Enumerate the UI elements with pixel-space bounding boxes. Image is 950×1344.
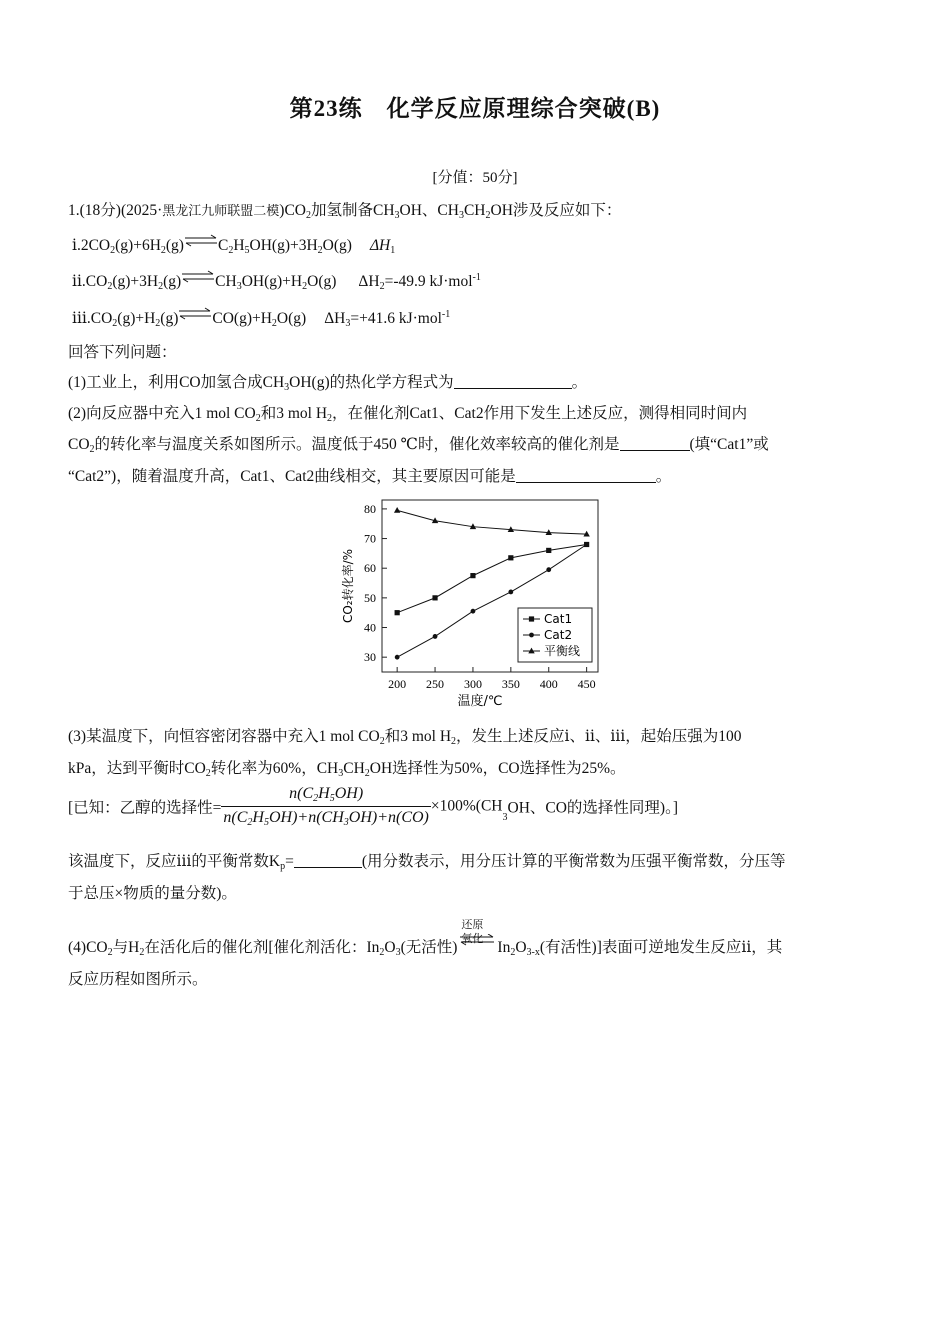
part-text: OH(g)的热化学方程式为 (289, 374, 454, 391)
part-text: 。 (655, 468, 672, 485)
intro-text: OH涉及反应如下： (490, 202, 622, 219)
part-text: ，发生上述反应ⅰ、ⅱ、ⅲ，起始压强为100 (456, 728, 742, 745)
reaction-part: (g) (163, 273, 182, 290)
data-point-2 (508, 590, 513, 595)
legend-label: Cat1 (544, 612, 573, 626)
intro-text: 1.(18分)(2025· (68, 202, 163, 219)
data-point-2 (546, 567, 551, 572)
part-text: 的转化率与温度关系如图所示。温度低于450 ℃时，催化效率较高的催化剂是 (94, 436, 620, 453)
part-4-line-2: 反应历程如图所示。 (68, 971, 208, 988)
reaction-part: H (233, 237, 245, 254)
enthalpy-subscript: 2 (379, 281, 385, 292)
part-text: O (515, 939, 527, 956)
reaction-1: $ⅰ.2CO_2(g)+6H_2(g)$ $C_2H_5OH(g)+3H_2O(g)$ $\Delta H_1$ (72, 234, 395, 256)
part-text: (1)工业上，利用CO加氢合成CH (68, 374, 285, 391)
part-text: 该温度下，反应ⅲ的平衡常数K (68, 853, 281, 870)
reaction-label: ⅲ.CO (72, 310, 113, 327)
reaction-part: O(g) (322, 237, 352, 254)
data-point-2 (395, 655, 400, 660)
reaction-part: (g) (160, 310, 179, 327)
enthalpy-symbol: ΔH (358, 273, 380, 290)
y-tick-label: 30 (364, 650, 376, 665)
score-label: [分值：50分] (432, 170, 518, 186)
legend-label: Cat2 (544, 628, 573, 642)
data-point-1 (508, 555, 513, 560)
intro-text: 加氢制备CH (311, 202, 395, 219)
part-text: (有活性)]表面可逆地发生反应ⅱ，其 (539, 939, 783, 956)
question-intro: 1.(18分)(2025·黑龙江九师联盟二模)$CO_2$加氢制备$CH_3OH$、$CH_3CH_2OH$涉及反应如下： (68, 202, 622, 221)
equilibrium-arrow-icon (181, 270, 215, 284)
equilibrium-arrow-icon (178, 307, 212, 321)
part-text: OH选择性为50%，CO选择性为25%。 (369, 760, 626, 777)
data-point-2 (584, 542, 589, 547)
part-text: 与H (112, 939, 140, 956)
answer-blank-3[interactable] (516, 468, 656, 483)
part-text: kPa，达到平衡时CO (68, 760, 206, 777)
part-text: 和3 mol H (384, 728, 452, 745)
part-3-line-4 (68, 849, 786, 872)
unit-exponent: -1 (472, 272, 481, 283)
fraction-numerator: $n(C_2H_5OH)$ (289, 785, 364, 804)
y-tick-label: 70 (364, 531, 376, 546)
reaction-part: O(g) (276, 310, 307, 327)
part-text: 在活化后的催化剂[催化剂活化：In (144, 939, 380, 956)
reaction-2: $ⅱ.CO_2(g)+3H_2(g)$ $CH_3OH(g)+H_2O(g)$ $\Delta H_2=-49.9$ kJ·mol$^{-1}$ (72, 272, 481, 292)
part-2-line-2: $CO_2$的转化率与温度关系如图所示。温度低于450 ℃时，催化效率较高的催化剂是 (填“Cat1”或 (68, 436, 769, 455)
kp-subscript: p (280, 861, 286, 872)
part-text: (无活性) (400, 939, 458, 956)
unit-exponent: -1 (441, 309, 451, 320)
oxide-subscript: 3-x (526, 947, 540, 958)
part-text: 和3 mol H (260, 405, 328, 422)
y-tick-label: 80 (364, 501, 376, 516)
x-tick-label: 200 (388, 677, 407, 691)
data-point-3 (394, 507, 400, 513)
equilibrium-arrow-icon (184, 234, 218, 248)
part-text: (填“Cat1”或 (689, 436, 769, 453)
reaction-part: CO(g)+H (212, 310, 272, 327)
answer-prompt: 回答下列问题： (68, 344, 177, 361)
answer-blank-4[interactable] (294, 853, 362, 868)
part-1: (1)工业上，利用CO加氢合成$CH_3OH(g)$的热化学方程式为 。 (68, 374, 588, 393)
part-text: ×100%(CH (430, 797, 503, 815)
fraction-denominator: $n(C_2H_5OH)+n(CH_3OH)+n(CO)$ (221, 806, 430, 828)
selectivity-definition: [已知：乙醇的选择性= $\frac{n(C_2H_5OH)}{n(C_2H_5OH)+n(CH_3OH)+n(CO)}$ $\times 100\%(CH_3OH$、CO的选择性同理)。] (68, 785, 678, 828)
enthalpy-value: =-49.9 kJ·mol (384, 273, 473, 290)
answer-blank-2[interactable] (620, 436, 690, 451)
reaction-part: (g)+3H (112, 273, 159, 290)
part-3-line-2: kPa，达到平衡时$CO_2$转化率为60%，$CH_3CH_2OH$选择性为50%，CO选择性为25%。 (68, 760, 626, 779)
part-text: (4)CO (68, 939, 108, 956)
part-text: ，在催化剂Cat1、Cat2作用下发生上述反应，测得相同时间内 (332, 405, 748, 422)
part-text: 。 (571, 374, 588, 391)
data-point-1 (395, 610, 400, 615)
enthalpy-subscript: 3 (345, 318, 351, 329)
part-text: (3)某温度下，向恒容密闭容器中充入1 mol CO (68, 728, 380, 745)
y-tick-label: 60 (364, 561, 376, 576)
reaction-part: C (217, 237, 229, 254)
reaction-part: OH(g)+H (241, 273, 303, 290)
part-text: = (285, 853, 294, 870)
enthalpy-symbol: ΔH (324, 310, 346, 327)
reaction-part: (g)+6H (115, 237, 161, 254)
data-point-1 (470, 573, 475, 578)
x-axis-label: 温度/℃ (457, 694, 503, 709)
reaction-3: $ⅲ.CO_2(g)+H_2(g)$ $CO(g)+H_2O(g)$ $\Delta H_3=+41.6$ kJ·mol$^{-1}$ (72, 309, 451, 329)
selectivity-fraction (221, 785, 430, 828)
legend-label: 平衡线 (544, 644, 581, 658)
x-tick-label: 250 (426, 677, 445, 691)
part-text: (2)向反应器中充入1 mol CO (68, 405, 256, 422)
enthalpy-value: =+41.6 kJ·mol (350, 310, 442, 327)
part-3-line-1: (3)某温度下，向恒容密闭容器中充入1 mol $CO_2$和3 mol $H_2$，发生上述反应ⅰ、ⅱ、ⅲ，起始压强为100 (68, 728, 742, 747)
intro-text: )CO (279, 202, 306, 219)
reaction-part: (g)+H (117, 310, 156, 327)
data-point-2 (433, 634, 438, 639)
legend-marker (529, 616, 534, 621)
enthalpy-symbol: ΔH (369, 237, 391, 254)
part-2-line-3 (68, 464, 671, 486)
reduce-label: 还原 (461, 919, 484, 931)
series-line-3 (397, 510, 586, 534)
x-tick-label: 450 (577, 677, 596, 691)
series-line-1 (397, 544, 586, 612)
oxidize-label: 氧化 (461, 933, 484, 945)
part-text: In (497, 939, 511, 956)
reaction-part: OH(g)+3H (249, 237, 318, 254)
page-title: 第23练 化学反应原理综合突破(B) (289, 96, 661, 121)
y-axis-label: CO₂转化率/% (341, 548, 355, 624)
part-3-line-5: 于总压×物质的量分数)。 (68, 885, 237, 902)
part-4-line-1: $(4)CO_2$与$H_2$在活化后的催化剂[催化剂活化：$In_2O_3$(无活性) 还原 氧化 $In_2O_{3-x}$(有活性)]表面可逆地发生反应ⅱ，其 (68, 935, 782, 958)
reaction-part: O(g) (307, 273, 337, 290)
data-point-1 (432, 595, 437, 600)
x-tick-label: 400 (539, 677, 558, 691)
reaction-label: ⅰ.2CO (72, 237, 111, 254)
intro-source: 黑龙江九师联盟二模 (162, 204, 280, 219)
legend-marker (529, 633, 534, 638)
data-point-2 (471, 609, 476, 614)
part-text: (用分数表示，用分压计算的平衡常数为压强平衡常数，分压等 (361, 853, 786, 870)
answer-blank-1[interactable] (454, 374, 572, 389)
reaction-part: (g) (165, 237, 184, 254)
part-2-line-1: (2)向反应器中充入1 mol $CO_2$和3 mol $H_2$，在催化剂Cat1、Cat2作用下发生上述反应，测得相同时间内 (68, 405, 748, 424)
conversion-chart (338, 494, 608, 712)
part-text: CO (68, 436, 90, 453)
reaction-label: ⅱ.CO (72, 273, 108, 290)
part-text: CH (343, 760, 365, 777)
data-point-1 (546, 548, 551, 553)
x-tick-label: 350 (501, 677, 520, 691)
reaction-part: CH (215, 273, 237, 290)
x-tick-label: 300 (463, 677, 482, 691)
intro-text: OH、CH (399, 202, 459, 219)
part-text: 转化率为60%，CH (210, 760, 339, 777)
part-text: “Cat2”)，随着温度升高，Cat1、Cat2曲线相交，其主要原因可能是 (68, 468, 516, 485)
redox-arrow (457, 919, 497, 952)
enthalpy-subscript: 1 (390, 245, 396, 256)
part-text: [已知：乙醇的选择性= (68, 799, 222, 817)
y-tick-label: 40 (364, 620, 376, 635)
intro-text: CH (463, 202, 486, 219)
y-tick-label: 50 (364, 590, 376, 605)
part-text: OH、CO的选择性同理)。] (507, 799, 678, 817)
part-text: O (384, 939, 396, 956)
